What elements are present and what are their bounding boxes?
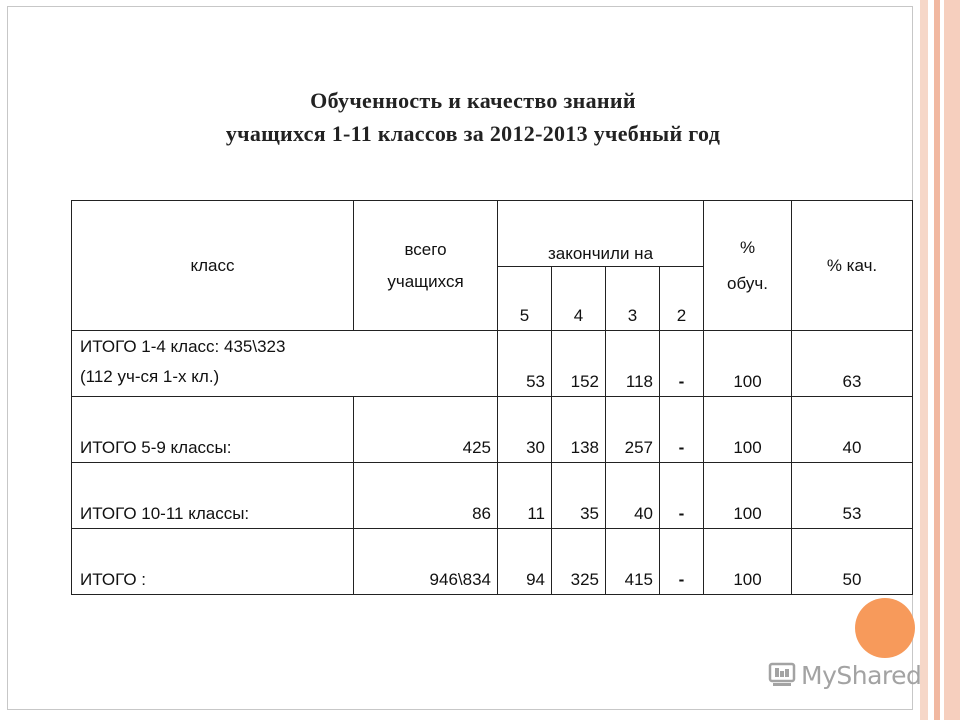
myshared-logo-text: MyShared: [801, 660, 922, 690]
cell-grade-5: 30: [498, 397, 552, 463]
cell-grade-4: 152: [552, 331, 606, 397]
cell-pct: 100: [704, 529, 792, 595]
table-row: [72, 463, 913, 529]
header-total-line2: учащихся: [387, 271, 464, 291]
header-pct-line2: обуч.: [727, 273, 768, 293]
header-grade-4: 4: [552, 267, 606, 331]
decorative-stripe: [944, 0, 960, 720]
cell-grade-5: 53: [498, 331, 552, 397]
row-label: ИТОГО 5-9 классы:: [72, 397, 354, 463]
cell-grade-2: -: [660, 463, 704, 529]
cell-quality: 53: [792, 463, 913, 529]
myshared-logo-icon: [767, 660, 797, 690]
row-label-line1: ИТОГО 1-4 класс: 435\323: [80, 337, 286, 356]
cell-grade-3: 257: [606, 397, 660, 463]
header-finished: [498, 201, 704, 267]
header-total-line1: всего: [404, 239, 447, 259]
title-line-1: Обученность и качество знаний: [310, 88, 636, 113]
cell-total: 86: [354, 463, 498, 529]
cell-grade-5: 94: [498, 529, 552, 595]
row-label-line2: (112 уч-ся 1-х кл.): [80, 367, 220, 386]
cell-total: 946\834: [354, 529, 498, 595]
grades-table: [71, 200, 913, 595]
cell-grade-2: -: [660, 331, 704, 397]
cell-pct: 100: [704, 331, 792, 397]
table-row: [72, 331, 913, 397]
header-class-label: класс: [190, 255, 235, 275]
cell-grade-2: -: [660, 529, 704, 595]
row-label: ИТОГО :: [72, 529, 354, 595]
cell-pct: 100: [704, 397, 792, 463]
cell-quality: 40: [792, 397, 913, 463]
header-quality-label: % кач.: [826, 255, 878, 275]
cell-pct: 100: [704, 463, 792, 529]
cell-grade-3: 40: [606, 463, 660, 529]
cell-quality: 50: [792, 529, 913, 595]
header-grade-3: 3: [606, 267, 660, 331]
header-quality: [792, 201, 913, 331]
header-class: [72, 201, 354, 331]
myshared-logo[interactable]: [767, 657, 921, 693]
header-grade-2: 2: [660, 267, 704, 331]
row-label: [72, 331, 498, 397]
header-finished-label: закончили на: [547, 244, 654, 263]
header-pct-line1: %: [739, 237, 756, 257]
row-label: ИТОГО 10-11 классы:: [72, 463, 354, 529]
header-total: [354, 201, 498, 331]
table-row: [72, 397, 913, 463]
cell-quality: 63: [792, 331, 913, 397]
cell-grade-4: 138: [552, 397, 606, 463]
cell-grade-5: 11: [498, 463, 552, 529]
header-row-1: [72, 201, 913, 267]
header-grade-5: 5: [498, 267, 552, 331]
decorative-circle: [855, 598, 915, 658]
cell-grade-3: 415: [606, 529, 660, 595]
cell-grade-4: 35: [552, 463, 606, 529]
cell-grade-3: 118: [606, 331, 660, 397]
cell-total: 425: [354, 397, 498, 463]
title-line-2: учащихся 1-11 классов за 2012-2013 учебный год: [225, 121, 721, 146]
cell-grade-4: 325: [552, 529, 606, 595]
cell-grade-2: -: [660, 397, 704, 463]
table-row: [72, 529, 913, 595]
header-pct: [704, 201, 792, 331]
